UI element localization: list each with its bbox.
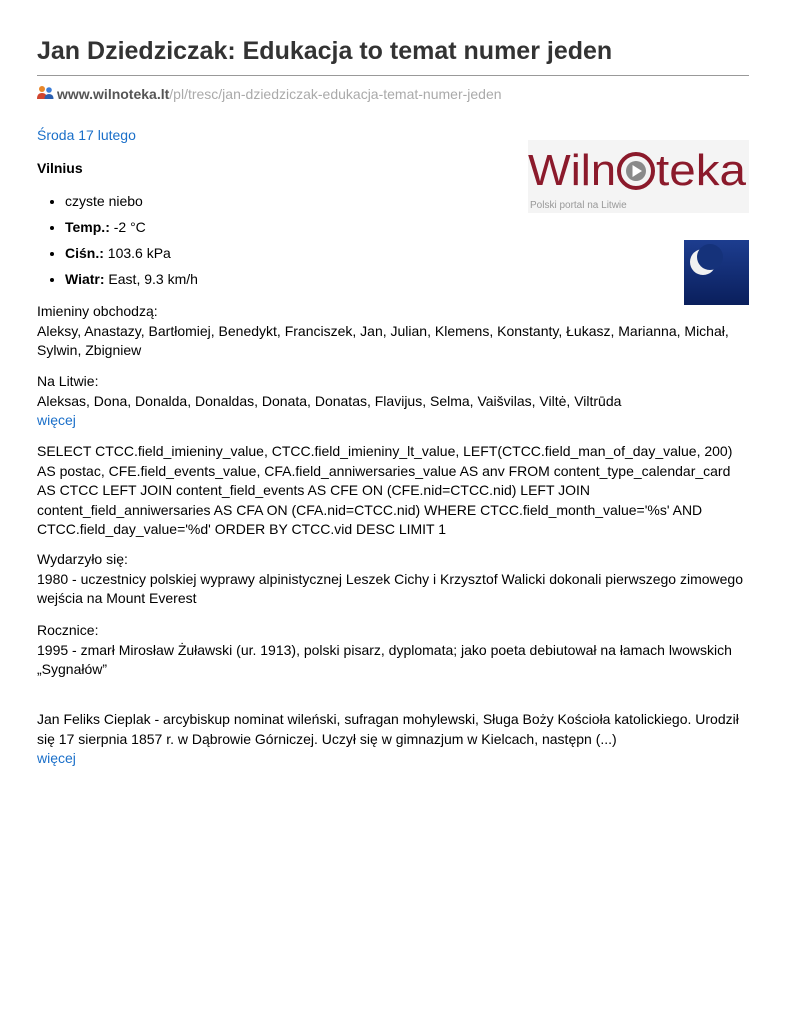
namedays-more-link[interactable]: więcej (37, 412, 76, 428)
people-icon (37, 85, 54, 100)
person-of-day-section (37, 710, 749, 769)
pressure-label: Ciśn.: (65, 245, 104, 261)
logo-wordmark-left: Wiln (528, 146, 616, 195)
anniversaries-heading: Rocznice: (37, 622, 99, 638)
weather-city: Vilnius (37, 160, 83, 176)
anniversaries-section (37, 621, 749, 680)
namedays-heading: Imieniny obchodzą: (37, 303, 158, 319)
person-more-link[interactable]: więcej (37, 750, 76, 766)
events-section (37, 550, 749, 609)
page-title: Jan Dziedziczak: Edukacja to temat numer jeden (37, 37, 613, 65)
pressure-value: 103.6 kPa (103, 245, 171, 261)
date-link[interactable]: Środa 17 lutego (37, 127, 136, 143)
moon-night-icon (684, 240, 749, 305)
namedays-lt-list: Aleksas, Dona, Donalda, Donaldas, Donata, Donatas, Flavijus, Selma, Vaišvilas, Viltė, Viltrūda (37, 392, 622, 409)
title-divider (37, 75, 749, 76)
temp-value: -2 °C (109, 219, 146, 235)
namedays-list: Aleksy, Anastazy, Bartłomiej, Benedykt, Franciszek, Jan, Julian, Klemens, Konstanty, Łukasz, Marianna, Michał, Sylwin, Zbigniew (37, 322, 729, 358)
weather-wind (65, 270, 198, 296)
weather-temp (65, 218, 198, 244)
namedays-section (37, 302, 749, 361)
source-host: www.wilnoteka.lt (57, 86, 170, 102)
temp-label: Temp.: (65, 219, 110, 235)
source-path: /pl/tresc/jan-dziedziczak-edukacja-temat-numer-jeden (169, 86, 502, 102)
namedays-lt-heading: Na Litwie: (37, 373, 99, 389)
events-heading: Wydarzyło się: (37, 551, 128, 567)
logo-wordmark-right: teka (656, 146, 747, 195)
weather-list (37, 192, 198, 296)
namedays-lt-section (37, 372, 749, 431)
events-text: 1980 - uczestnicy polskiej wyprawy alpinistycznej Leszek Cichy i Krzysztof Walicki dokonali pierwszego zimowego wejścia na Mount Everest (37, 570, 743, 606)
logo-tagline: Polski portal na Litwie (530, 200, 627, 211)
wind-value: East, 9.3 km/h (104, 271, 198, 287)
wilnoteka-logo (528, 140, 749, 213)
sql-query-text: SELECT CTCC.field_imieniny_value, CTCC.field_imieniny_lt_value, LEFT(CTCC.field_man_of_day_value, 200) AS postac, CFE.field_events_value, CFA.field_anniwersaries_value AS anv FROM content_type_calendar_card AS CTCC LEFT JOIN content_field_events AS CFE ON (CFE.nid=CTCC.nid) LEFT JOIN content_field_anniwersaries AS CFA ON (CFA.nid=CTCC.nid) WHERE CTCC.field_month_value='%s' AND CTCC.field_day_value='%d' ORDER BY CTCC.vid DESC LIMIT 1 (37, 443, 733, 537)
source-line (37, 85, 502, 102)
wind-label: Wiatr: (65, 271, 105, 287)
person-text: Jan Feliks Cieplak - arcybiskup nominat wileński, sufragan mohylewski, Sługa Boży Kościoła katolickiego. Urodził się 17 sierpnia 1857 r. w Dąbrowie Górniczej. Uczył się w gimnazjum w Kielcach, następn (...) (37, 711, 739, 747)
weather-pressure (65, 244, 198, 270)
weather-condition: • czyste niebo (65, 192, 198, 218)
anniversaries-text: 1995 - zmarł Mirosław Żuławski (ur. 1913), polski pisarz, dyplomata; jako poeta debiutował na łamach lwowskich „Sygnałów” (37, 641, 732, 677)
